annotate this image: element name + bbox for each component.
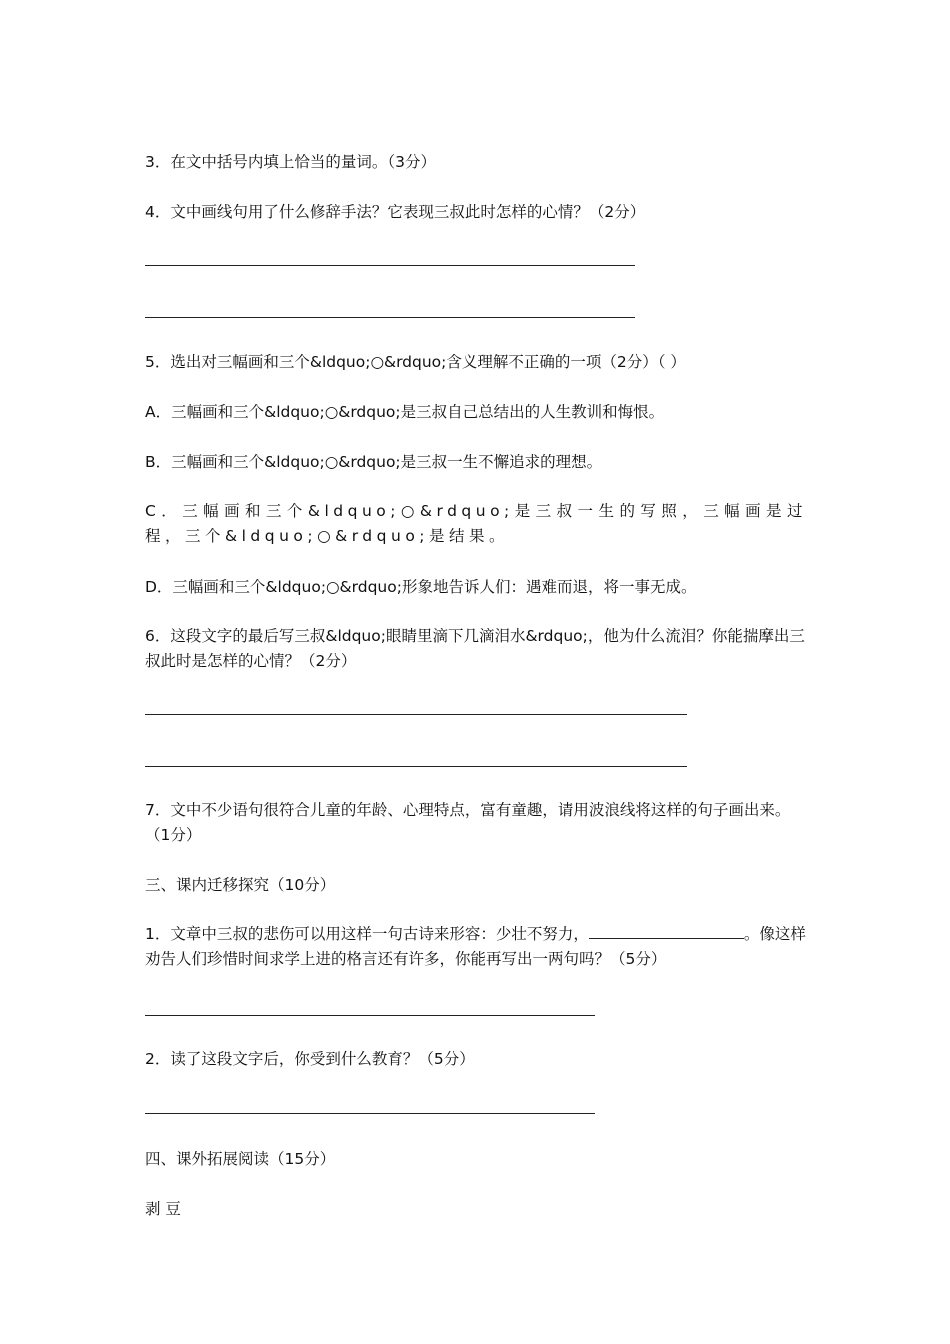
- section-3-question-1-text: 。像这样劝告人们珍惜时间求学上进的格言还有许多，你能再写出一两句吗？（5分）: [145, 925, 806, 968]
- question-6: 6．这段文字的最后写三叔&ldquo;眼睛里滴下几滴泪水&rdquo;，他为什么流泪？你能揣摩出三叔此时是怎样的心情？（2分）: [145, 627, 805, 670]
- answer-line[interactable]: [145, 1113, 595, 1114]
- question-5-option-c: C．三幅画和三个&ldquo;○&rdquo;是三叔一生的写照，三幅画是过程，三个&ldquo;○&rdquo;是结果。: [145, 502, 807, 545]
- section-3-heading: 三、课内迁移探究（10分）: [145, 876, 336, 894]
- answer-line[interactable]: [145, 265, 635, 266]
- question-5-option-d: D．三幅画和三个&ldquo;○&rdquo;形象地告诉人们：遇难而退，将一事无成。: [145, 578, 697, 596]
- fill-in-blank[interactable]: [589, 924, 744, 939]
- answer-line[interactable]: [145, 766, 687, 767]
- question-7: 7．文中不少语句很符合儿童的年龄、心理特点，富有童趣，请用波浪线将这样的句子画出来。（1分）: [145, 801, 791, 844]
- question-5-option-a: A．三幅画和三个&ldquo;○&rdquo;是三叔自己总结出的人生教训和悔恨。: [145, 403, 665, 421]
- section-4-heading: 四、课外拓展阅读（15分）: [145, 1150, 336, 1168]
- answer-line[interactable]: [145, 1015, 595, 1016]
- section-3-question-2: 2．读了这段文字后，你受到什么教育？（5分）: [145, 1050, 475, 1068]
- answer-line[interactable]: [145, 714, 687, 715]
- question-4: 4．文中画线句用了什么修辞手法？它表现三叔此时怎样的心情？（2分）: [145, 203, 646, 221]
- question-5: 5．选出对三幅画和三个&ldquo;○&rdquo;含义理解不正确的一项（2分）（ ）: [145, 353, 686, 371]
- section-3-question-1-text: 1．文章中三叔的悲伤可以用这样一句古诗来形容：少壮不努力，: [145, 925, 589, 943]
- answer-line[interactable]: [145, 317, 635, 318]
- question-3: 3．在文中括号内填上恰当的量词。（3分）: [145, 153, 436, 171]
- passage-title: 剥 豆: [145, 1200, 181, 1218]
- question-5-option-b: B．三幅画和三个&ldquo;○&rdquo;是三叔一生不懈追求的理想。: [145, 453, 603, 471]
- section-3-question-1: [145, 922, 807, 972]
